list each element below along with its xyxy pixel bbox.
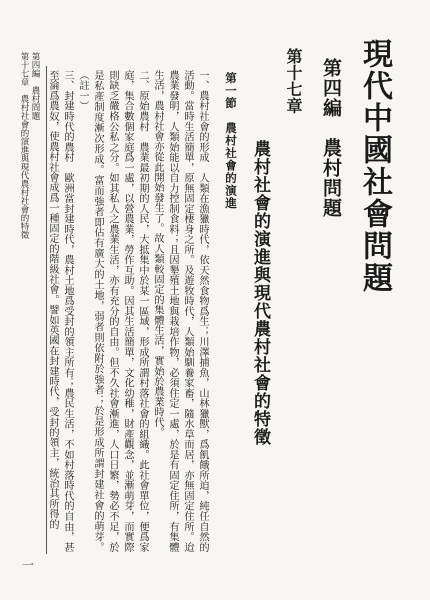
body-text <box>47 70 210 552</box>
paragraph: 三、封建時代的農村 歐洲當封建時代，農村土地爲受封的領主所有；農民生活，不如村落時代的自由，甚至淪爲農奴，使農村社會成爲一種固定的階級社會。譬如英國在封建時代，受封的領主，統治其所得的 <box>47 70 73 552</box>
running-head <box>18 52 40 239</box>
page-number: 一 <box>22 558 35 572</box>
column-rule <box>46 66 47 554</box>
part-title: 第四編 農村問題 <box>320 58 342 218</box>
paragraph: 二、原始農村 農業最初期的人民，大抵集中於某一區域，形成所謂村落社會的組織。此社會單位，便爲家庭，集合數個家庭爲一處，以營農業，勞作互助。因其生活簡單，文化幼稚，財產觀念，並漸萌芽，而實際則缺乏嚴格公私之分。如其私人之農業生活，亦有充分的自由。但不久社會漸進，人口日繁，勢必不足，於是私產制度漸次形成。富而強者即佔有廣大的土地，弱者則依附於強者；於是形成所謂封建社會的萌芽。（註一） <box>77 70 148 552</box>
running-head-chapter: 第十七章 農村社會的演進與現代農村社會的特徵 <box>19 52 29 239</box>
section-heading: 第一節 農村社會的演進 <box>224 72 238 210</box>
paragraph: 一、農村社會的形成 人類在漁獵時代，依天然食物爲生；川澤捕魚，山林獵獸，爲飢餓所迫，純任自然的活動。當時生活簡單，原無固定棲身之所。及遊牧時代，人類始馴養家畜，隨水草而居，亦無固定住所。迨農業發明，人類始能以自力控制食料；且因墾殖土地與栽培作物，必須住定一處，於是有固定住所，有集體生活，農村社會亦從此開始發生了。故人類較固定的集體生活，實始於農業時代。 <box>152 70 208 552</box>
running-head-part: 第四編 農村問題 <box>30 52 40 120</box>
chapter-title: 農村社會的演進與現代農村社會的特徵 <box>250 140 270 446</box>
chapter-number: 第十七章 <box>284 48 303 114</box>
book-title: 現代中國社會問題 <box>357 38 392 294</box>
